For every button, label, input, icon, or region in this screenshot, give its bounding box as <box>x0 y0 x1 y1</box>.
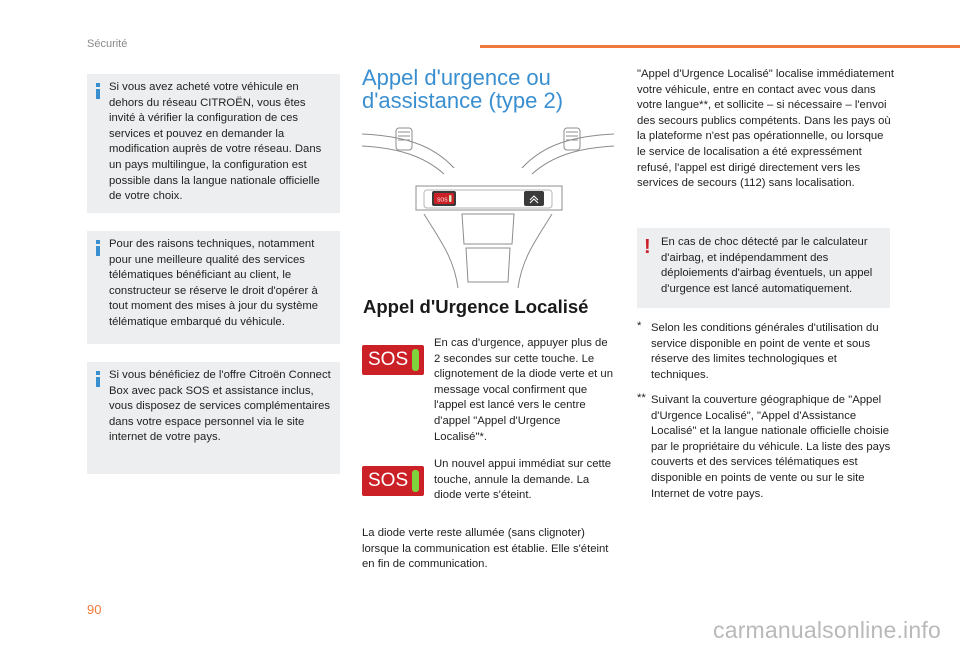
led-status-paragraph: La diode verte reste allumée (sans clignoter) lorsque la communication est établie. Elle s'éteint en fin de communication. <box>362 527 609 571</box>
footnote-2 <box>637 393 893 502</box>
illus-sos-button-label: SOS <box>437 197 448 204</box>
green-led-indicator <box>412 470 419 492</box>
subsection-title: Appel d'Urgence Localisé <box>363 296 589 317</box>
info-box-citroen-network <box>87 74 340 213</box>
info-box-text: Si vous avez acheté votre véhicule en dehors du réseau CITROËN, vous êtes invité à vérifier la configuration de ces services et pouvez en demander la modification auprès de votre réseau. Dans un pays multilingue, la configuration est possible dans la langue nationale officielle de votre choix. <box>109 81 322 203</box>
ceiling-console-illustration <box>362 122 614 288</box>
info-box-telematic-updates <box>87 231 340 344</box>
sos-button-label: SOS <box>368 349 409 370</box>
info-box-text: Pour des raisons techniques, notamment pour une meilleure qualité des services télématiques bénéficiant au client, le constructeur se réserve le droit d'opérer à tout moment des mises à jour du système télématique embarqué du véhicule. <box>109 238 319 328</box>
footnote-1 <box>637 321 893 383</box>
warning-icon: ! <box>644 236 651 258</box>
footnote-1-text: Selon les conditions générales d'utilisation du service disponible en point de vente et sous réserve des limites technologiques et techniques. <box>651 322 879 381</box>
info-icon <box>93 83 104 99</box>
footnote-2-mark: ** <box>637 392 646 404</box>
sos-button[interactable] <box>362 466 424 496</box>
step-cancel-sos: Un nouvel appui immédiat sur cette touche, annule la demande. La diode verte s'éteint. <box>434 458 612 502</box>
service-description: "Appel d'Urgence Localisé" localise immédiatement votre véhicule, entre en contact avec vous dans votre langue**, et sollicite – si nécessaire – l'envoi des secours publics compétents. Dans les pays où la plateforme n'est pas opérationnelle, ou lorsque le service de localisation a été expressément refusé, l'appel est dirigé directement vers les services de secours (112) sans localisation. <box>637 68 894 190</box>
warning-box <box>637 228 890 308</box>
page-number: 90 <box>87 602 102 617</box>
section-header: Sécurité <box>87 38 128 50</box>
info-box-text: Si vous bénéficiez de l'offre Citroën Connect Box avec pack SOS et assistance inclus, vous disposez de services complémentaires dans votre espace personnel via le site internet de votre pays. <box>109 369 331 444</box>
footnote-1-mark: * <box>637 320 642 332</box>
step-press-sos: En cas d'urgence, appuyer plus de 2 secondes sur cette touche. Le clignotement de la diode verte et un message vocal confirment que l'appel est lancé vers le centre d'appel "Appel d'Urgence Localisé"*. <box>434 337 613 443</box>
sos-button-label: SOS <box>368 470 409 491</box>
watermark: carmanualsonline.info <box>713 617 941 643</box>
header-accent-bar <box>480 45 960 48</box>
sos-button[interactable] <box>362 345 424 375</box>
info-icon <box>93 240 104 256</box>
info-icon <box>93 371 104 387</box>
footnote-2-text: Suivant la couverture géographique de "Appel d'Urgence Localisé", "Appel d'Assistance Localisé" et la langue nationale officielle choisie par le propriétaire du véhicule. La liste des pays couverts et des services télématiques est disponible en points de vente ou sur le site Internet de votre pays. <box>651 394 891 500</box>
green-led-indicator <box>412 349 419 371</box>
page-title: Appel d'urgence ou d'assistance (type 2) <box>362 65 564 113</box>
info-box-connect-box <box>87 362 340 474</box>
warning-text: En cas de choc détecté par le calculateur d'airbag, et indépendamment des déploiements d'airbag éventuels, un appel d'urgence est lancé automatiquement. <box>661 236 873 295</box>
